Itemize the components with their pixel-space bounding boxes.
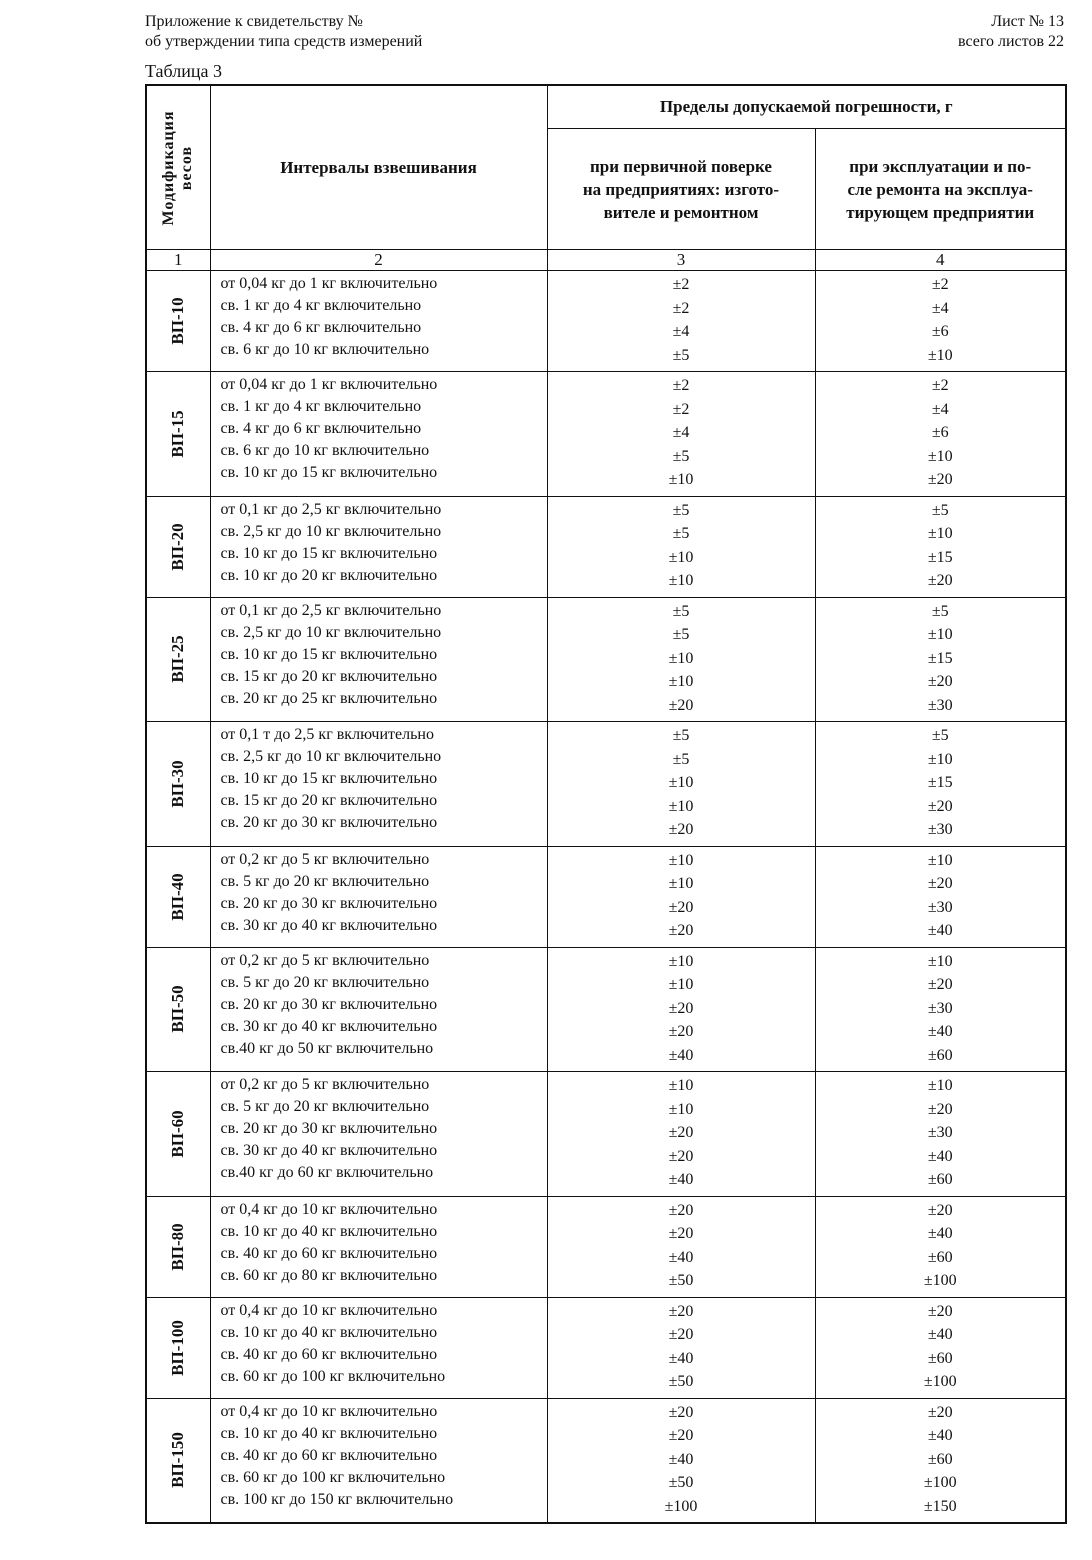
primary-tolerance-item: ±5 bbox=[672, 602, 690, 620]
operation-tolerance-item: ±30 bbox=[927, 821, 953, 838]
primary-tolerance-item: ±5 bbox=[672, 447, 690, 465]
primary-tolerance-item: ±40 bbox=[668, 1349, 694, 1367]
operation-tolerance-item: ±60 bbox=[927, 1248, 953, 1266]
primary-tolerance-item: ±20 bbox=[668, 1023, 694, 1040]
primary-tolerance-item: ±20 bbox=[668, 1427, 694, 1444]
weighing-intervals-item: св. 1 кг до 4 кг включительно bbox=[220, 398, 422, 415]
primary-tolerance-item: ±2 bbox=[672, 276, 690, 293]
operation-tolerance-item: ±30 bbox=[927, 1124, 953, 1141]
operation-tolerance-item: ±100 bbox=[923, 1373, 957, 1390]
primary-tolerance-item: ±5 bbox=[672, 346, 690, 364]
primary-tolerance-item: ±5 bbox=[672, 750, 690, 768]
primary-tolerance-item: ±2 bbox=[672, 400, 690, 418]
weighing-intervals-item: св. 10 кг до 15 кг включительно bbox=[220, 544, 438, 562]
weighing-intervals-item: св. 10 кг до 15 кг включительно bbox=[220, 464, 438, 481]
operation-tolerance-item: ±10 bbox=[927, 626, 953, 643]
model-label: ВП-150 bbox=[168, 1432, 188, 1489]
primary-tolerance bbox=[547, 1398, 815, 1523]
operation-tolerance-item: ±40 bbox=[927, 1147, 953, 1165]
operation-tolerance-item: ±10 bbox=[927, 851, 953, 869]
operation-tolerance bbox=[815, 947, 1066, 1072]
primary-tolerance-item: ±10 bbox=[668, 673, 694, 690]
weighing-intervals-item: св. 10 кг до 15 кг включительно bbox=[220, 645, 438, 663]
weighing-intervals-item: св. 30 кг до 40 кг включительно bbox=[220, 916, 438, 934]
operation-tolerance-item: ±10 bbox=[927, 1077, 953, 1094]
primary-tolerance bbox=[547, 947, 815, 1072]
model-label: ВП-10 bbox=[168, 297, 188, 345]
weighing-intervals-item: св. 60 кг до 80 кг включительно bbox=[220, 1266, 438, 1284]
table-row bbox=[146, 846, 1066, 947]
primary-tolerance-item: ±5 bbox=[672, 626, 690, 643]
operation-tolerance-item: ±60 bbox=[927, 1450, 953, 1468]
operation-tolerance-item: ±15 bbox=[927, 649, 953, 667]
table-row bbox=[146, 1196, 1066, 1297]
primary-tolerance bbox=[547, 1196, 815, 1297]
operation-tolerance-item: ±4 bbox=[931, 299, 949, 317]
primary-tolerance-item: ±10 bbox=[668, 851, 694, 869]
operation-tolerance-item: ±60 bbox=[927, 1046, 953, 1064]
primary-tolerance-item: ±10 bbox=[668, 548, 694, 566]
primary-tolerance-item: ±100 bbox=[664, 1497, 698, 1515]
table-row bbox=[146, 271, 1066, 372]
weighing-intervals bbox=[210, 1196, 547, 1297]
model-cell bbox=[146, 1072, 210, 1197]
model-label: ВП-80 bbox=[168, 1222, 188, 1271]
primary-tolerance bbox=[547, 271, 815, 372]
operation-tolerance-item: ±40 bbox=[927, 1225, 953, 1242]
primary-tolerance-item: ±4 bbox=[672, 323, 690, 340]
operation-tolerance-item: ±15 bbox=[927, 548, 953, 566]
weighing-intervals-item: св. 60 кг до 100 кг включительно bbox=[220, 1468, 446, 1486]
weighing-intervals-item: св. 30 кг до 40 кг включительно bbox=[220, 1142, 438, 1159]
weighing-intervals-item: св. 2,5 кг до 10 кг включительно bbox=[220, 748, 442, 765]
primary-tolerance-item: ±10 bbox=[668, 976, 694, 993]
weighing-intervals-item: св. 40 кг до 60 кг включительно bbox=[220, 1244, 438, 1262]
primary-tolerance-item: ±50 bbox=[668, 1272, 694, 1289]
primary-tolerance-item: ±20 bbox=[668, 922, 694, 939]
weighing-intervals-item: св. 10 кг до 40 кг включительно bbox=[220, 1222, 438, 1240]
header-model bbox=[146, 85, 210, 250]
primary-tolerance-item: ±40 bbox=[668, 1171, 694, 1188]
weighing-intervals-item: св. 10 кг до 40 кг включительно bbox=[220, 1424, 438, 1442]
operation-tolerance bbox=[815, 1072, 1066, 1197]
weighing-intervals bbox=[210, 597, 547, 722]
model-cell bbox=[146, 1196, 210, 1297]
primary-tolerance-item: ±5 bbox=[672, 525, 690, 542]
weighing-intervals-item: св. 15 кг до 20 кг включительно bbox=[220, 792, 438, 809]
weighing-intervals bbox=[210, 1398, 547, 1523]
table-caption: Таблица 3 bbox=[145, 61, 222, 81]
operation-tolerance bbox=[815, 271, 1066, 372]
operation-tolerance-item: ±10 bbox=[927, 346, 953, 364]
operation-tolerance-item: ±100 bbox=[923, 1474, 957, 1491]
operation-tolerance-item: ±5 bbox=[931, 727, 949, 744]
model-label: ВП-60 bbox=[168, 1110, 188, 1158]
operation-tolerance bbox=[815, 722, 1066, 847]
operation-tolerance-item: ±2 bbox=[931, 276, 949, 293]
weighing-intervals-item: св. 5 кг до 20 кг включительно bbox=[220, 872, 430, 890]
weighing-intervals bbox=[210, 271, 547, 372]
primary-tolerance-item: ±10 bbox=[668, 572, 694, 589]
primary-tolerance-item: ±5 bbox=[672, 501, 690, 519]
model-cell bbox=[146, 1297, 210, 1398]
operation-tolerance-item: ±10 bbox=[927, 447, 953, 465]
operation-tolerance-item: ±30 bbox=[927, 696, 953, 714]
operation-tolerance bbox=[815, 1398, 1066, 1523]
primary-tolerance-item: ±40 bbox=[668, 1248, 694, 1266]
header-model-line1: Модификация bbox=[160, 109, 178, 226]
operation-tolerance bbox=[815, 846, 1066, 947]
operation-tolerance bbox=[815, 1196, 1066, 1297]
table-row bbox=[146, 1072, 1066, 1197]
primary-tolerance bbox=[547, 597, 815, 722]
operation-tolerance-item: ±40 bbox=[927, 922, 953, 939]
operation-tolerance-item: ±150 bbox=[923, 1497, 957, 1515]
weighing-intervals-item: св. 30 кг до 40 кг включительно bbox=[220, 1017, 438, 1035]
weighing-intervals-item: от 0,04 кг до 1 кг включительно bbox=[220, 376, 438, 393]
header-intervals: Интервалы взвешивания bbox=[210, 85, 547, 250]
weighing-intervals bbox=[210, 496, 547, 597]
table-row bbox=[146, 1297, 1066, 1398]
table-row bbox=[146, 597, 1066, 722]
weighing-intervals-item: св. 2,5 кг до 10 кг включительно bbox=[220, 623, 442, 641]
header-operation-l2: сле ремонта на эксплуа- bbox=[847, 179, 1033, 199]
weighing-intervals-item: св. 20 кг до 30 кг включительно bbox=[220, 894, 438, 912]
operation-tolerance-item: ±2 bbox=[931, 377, 949, 394]
weighing-intervals-item: от 0,4 кг до 10 кг включительно bbox=[220, 1200, 438, 1218]
weighing-intervals-item: св. 5 кг до 20 кг включительно bbox=[220, 973, 430, 991]
operation-tolerance-item: ±40 bbox=[927, 1427, 953, 1444]
primary-tolerance-item: ±20 bbox=[668, 1124, 694, 1141]
operation-tolerance-item: ±20 bbox=[927, 875, 953, 892]
weighing-intervals-item: от 0,4 кг до 10 кг включительно bbox=[220, 1402, 438, 1420]
primary-tolerance-item: ±20 bbox=[668, 821, 694, 838]
weighing-intervals-item: от 0,2 кг до 5 кг включительно bbox=[220, 951, 430, 969]
primary-tolerance-item: ±20 bbox=[668, 1201, 694, 1219]
primary-tolerance-item: ±5 bbox=[672, 727, 690, 744]
operation-tolerance-item: ±20 bbox=[927, 1201, 953, 1219]
primary-tolerance-item: ±20 bbox=[668, 999, 694, 1017]
primary-tolerance-item: ±2 bbox=[672, 377, 690, 394]
weighing-intervals-item: св. 15 кг до 20 кг включительно bbox=[220, 667, 438, 685]
weighing-intervals-item: св. 40 кг до 60 кг включительно bbox=[220, 1345, 438, 1363]
model-cell bbox=[146, 722, 210, 847]
header-row-top bbox=[146, 85, 1066, 129]
weighing-intervals-item: св. 20 кг до 30 кг включительно bbox=[220, 995, 438, 1013]
primary-tolerance bbox=[547, 722, 815, 847]
primary-tolerance bbox=[547, 496, 815, 597]
primary-tolerance-item: ±20 bbox=[668, 1326, 694, 1343]
primary-tolerance-item: ±40 bbox=[668, 1046, 694, 1064]
operation-tolerance-item: ±20 bbox=[927, 1403, 953, 1421]
operation-tolerance-item: ±5 bbox=[931, 602, 949, 620]
operation-tolerance-item: ±40 bbox=[927, 1023, 953, 1040]
primary-tolerance-item: ±50 bbox=[668, 1474, 694, 1491]
primary-tolerance-item: ±10 bbox=[668, 797, 694, 815]
model-label: ВП-50 bbox=[168, 985, 188, 1033]
model-cell bbox=[146, 1398, 210, 1523]
primary-tolerance-item: ±10 bbox=[668, 952, 694, 970]
weighing-intervals-item: св.40 кг до 60 кг включительно bbox=[220, 1164, 434, 1181]
operation-tolerance-item: ±20 bbox=[927, 471, 953, 488]
weighing-intervals-item: св. 6 кг до 10 кг включительно bbox=[220, 341, 430, 358]
column-number: 4 bbox=[815, 250, 1066, 271]
weighing-intervals-item: от 0,1 кг до 2,5 кг включительно bbox=[220, 500, 442, 518]
model-label: ВП-25 bbox=[168, 635, 188, 683]
model-label: ВП-40 bbox=[168, 872, 188, 921]
weighing-intervals bbox=[210, 846, 547, 947]
primary-tolerance bbox=[547, 372, 815, 497]
weighing-intervals-item: св. 20 кг до 30 кг включительно bbox=[220, 814, 438, 831]
primary-tolerance-item: ±20 bbox=[668, 1147, 694, 1165]
operation-tolerance bbox=[815, 597, 1066, 722]
column-number: 2 bbox=[210, 250, 547, 271]
weighing-intervals-item: св. 6 кг до 10 кг включительно bbox=[220, 442, 430, 459]
column-number-row bbox=[146, 250, 1066, 271]
operation-tolerance bbox=[815, 1297, 1066, 1398]
table-row bbox=[146, 496, 1066, 597]
column-number: 3 bbox=[547, 250, 815, 271]
operation-tolerance-item: ±20 bbox=[927, 797, 953, 815]
operation-tolerance-item: ±15 bbox=[927, 774, 953, 791]
operation-tolerance-item: ±6 bbox=[931, 323, 949, 340]
weighing-intervals bbox=[210, 1297, 547, 1398]
operation-tolerance-item: ±20 bbox=[927, 673, 953, 690]
operation-tolerance-item: ±30 bbox=[927, 898, 953, 916]
weighing-intervals bbox=[210, 372, 547, 497]
table-row bbox=[146, 1398, 1066, 1523]
primary-tolerance bbox=[547, 1072, 815, 1197]
document-header-right bbox=[958, 12, 1064, 52]
primary-tolerance-item: ±10 bbox=[668, 471, 694, 488]
weighing-intervals bbox=[210, 722, 547, 847]
header-primary-l3: вителе и ремонтном bbox=[603, 202, 759, 222]
header-operation-l1: при эксплуатации и по- bbox=[849, 156, 1032, 176]
operation-tolerance-item: ±20 bbox=[927, 572, 953, 589]
model-label: ВП-20 bbox=[168, 522, 188, 571]
primary-tolerance-item: ±20 bbox=[668, 1302, 694, 1320]
operation-tolerance-item: ±30 bbox=[927, 999, 953, 1017]
weighing-intervals-item: от 0,1 т до 2,5 кг включительно bbox=[220, 726, 434, 743]
tolerance-table bbox=[145, 84, 1067, 1524]
primary-tolerance-item: ±20 bbox=[668, 898, 694, 916]
column-number: 1 bbox=[146, 250, 210, 271]
weighing-intervals-item: св.40 кг до 50 кг включительно bbox=[220, 1039, 434, 1057]
operation-tolerance-item: ±4 bbox=[931, 400, 949, 418]
operation-tolerance-item: ±6 bbox=[931, 424, 949, 441]
weighing-intervals-item: св. 4 кг до 6 кг включительно bbox=[220, 319, 422, 336]
model-cell bbox=[146, 271, 210, 372]
header-model-line2: весов bbox=[178, 145, 196, 190]
primary-tolerance-item: ±10 bbox=[668, 649, 694, 667]
header-primary-l1: при первичной поверке bbox=[590, 156, 772, 176]
table-row bbox=[146, 372, 1066, 497]
primary-tolerance-item: ±4 bbox=[672, 424, 690, 441]
model-cell bbox=[146, 496, 210, 597]
operation-tolerance bbox=[815, 372, 1066, 497]
weighing-intervals-item: св. 40 кг до 60 кг включительно bbox=[220, 1446, 438, 1464]
weighing-intervals-item: св. 20 кг до 30 кг включительно bbox=[220, 1120, 438, 1137]
operation-tolerance-item: ±5 bbox=[931, 501, 949, 519]
model-cell bbox=[146, 947, 210, 1072]
primary-tolerance-item: ±2 bbox=[672, 299, 690, 317]
model-cell bbox=[146, 372, 210, 497]
approval-line: об утверждении типа средств измерений bbox=[145, 33, 423, 50]
header-operation-l3: тирующем предприятии bbox=[846, 202, 1035, 222]
primary-tolerance-item: ±10 bbox=[668, 875, 694, 892]
operation-tolerance-item: ±10 bbox=[927, 952, 953, 970]
weighing-intervals bbox=[210, 1072, 547, 1197]
operation-tolerance-item: ±20 bbox=[927, 1302, 953, 1320]
primary-tolerance-item: ±20 bbox=[668, 1225, 694, 1242]
header-primary-l2: на предприятиях: изгото- bbox=[582, 179, 780, 199]
primary-tolerance-item: ±20 bbox=[668, 1403, 694, 1421]
weighing-intervals bbox=[210, 947, 547, 1072]
operation-tolerance-item: ±20 bbox=[927, 976, 953, 993]
operation-tolerance-item: ±60 bbox=[927, 1349, 953, 1367]
weighing-intervals-item: св. 60 кг до 100 кг включительно bbox=[220, 1367, 446, 1385]
document-header-left bbox=[145, 12, 422, 52]
weighing-intervals-item: св. 5 кг до 20 кг включительно bbox=[220, 1098, 430, 1115]
model-label: ВП-100 bbox=[168, 1319, 188, 1376]
primary-tolerance-item: ±20 bbox=[668, 696, 694, 714]
primary-tolerance-item: ±10 bbox=[668, 1100, 694, 1118]
weighing-intervals-item: от 0,2 кг до 5 кг включительно bbox=[220, 850, 430, 868]
sheet-number: Лист № 13 bbox=[991, 13, 1064, 30]
weighing-intervals-item: от 0,04 кг до 1 кг включительно bbox=[220, 275, 438, 292]
model-label: ВП-30 bbox=[168, 760, 188, 808]
weighing-intervals-item: от 0,4 кг до 10 кг включительно bbox=[220, 1301, 438, 1319]
sheet-total: всего листов 22 bbox=[957, 33, 1064, 50]
operation-tolerance-item: ±40 bbox=[927, 1326, 953, 1343]
weighing-intervals-item: св. 100 кг до 150 кг включительно bbox=[220, 1490, 454, 1508]
weighing-intervals-item: св. 10 кг до 40 кг включительно bbox=[220, 1323, 438, 1341]
primary-tolerance bbox=[547, 846, 815, 947]
weighing-intervals-item: св. 4 кг до 6 кг включительно bbox=[220, 420, 422, 437]
weighing-intervals-item: св. 20 кг до 25 кг включительно bbox=[220, 689, 438, 707]
weighing-intervals-item: от 0,1 кг до 2,5 кг включительно bbox=[220, 601, 442, 619]
header-operation bbox=[815, 129, 1066, 250]
weighing-intervals-item: св. 2,5 кг до 10 кг включительно bbox=[220, 522, 442, 540]
primary-tolerance-item: ±50 bbox=[668, 1373, 694, 1390]
operation-tolerance-item: ±10 bbox=[927, 750, 953, 768]
primary-tolerance-item: ±10 bbox=[668, 774, 694, 791]
primary-tolerance bbox=[547, 1297, 815, 1398]
operation-tolerance-item: ±20 bbox=[927, 1100, 953, 1118]
primary-tolerance-item: ±10 bbox=[668, 1077, 694, 1094]
header-tolerance-group: Пределы допускаемой погрешности, г bbox=[547, 85, 1066, 129]
weighing-intervals-item: св. 10 кг до 20 кг включительно bbox=[220, 566, 438, 584]
table-row bbox=[146, 947, 1066, 1072]
weighing-intervals-item: св. 10 кг до 15 кг включительно bbox=[220, 770, 438, 787]
table-row bbox=[146, 722, 1066, 847]
model-cell bbox=[146, 597, 210, 722]
operation-tolerance-item: ±60 bbox=[927, 1171, 953, 1188]
primary-tolerance-item: ±40 bbox=[668, 1450, 694, 1468]
weighing-intervals-item: от 0,2 кг до 5 кг включительно bbox=[220, 1076, 430, 1093]
model-cell bbox=[146, 846, 210, 947]
operation-tolerance bbox=[815, 496, 1066, 597]
weighing-intervals-item: св. 1 кг до 4 кг включительно bbox=[220, 297, 422, 314]
model-label: ВП-15 bbox=[168, 410, 188, 458]
operation-tolerance-item: ±100 bbox=[923, 1272, 957, 1289]
appendix-line: Приложение к свидетельству № bbox=[145, 13, 363, 30]
header-primary-verification bbox=[547, 129, 815, 250]
operation-tolerance-item: ±10 bbox=[927, 525, 953, 542]
